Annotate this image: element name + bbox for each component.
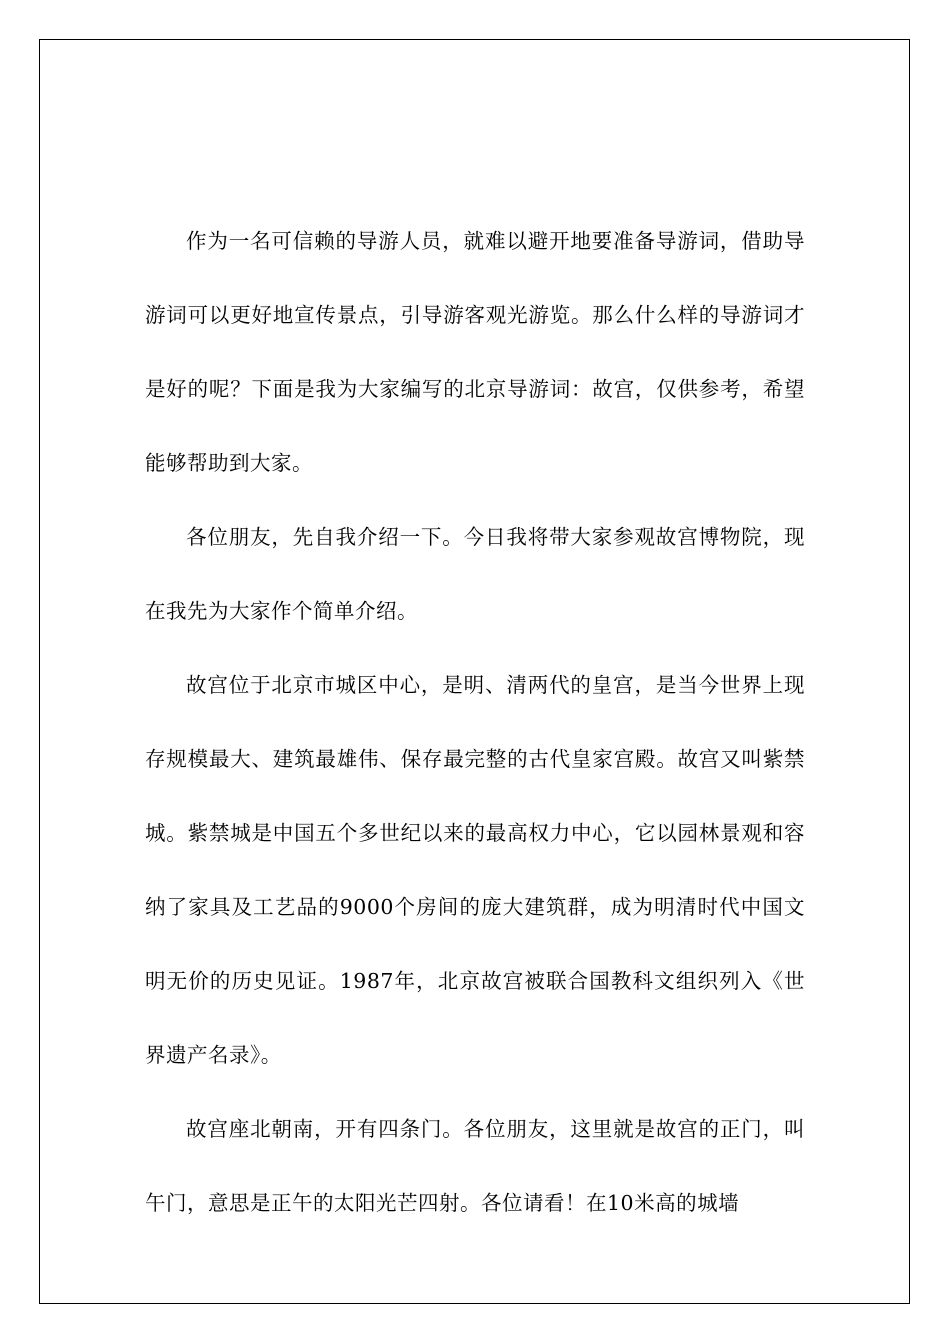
paragraph-meridian-gate: 故宫座北朝南，开有四条门。各位朋友，这里就是故宫的正门，叫午门，意思是正午的太阳光芒四射。各位请看！在10米高的城墙 xyxy=(145,1117,805,1215)
paragraph-palace-overview: 故宫位于北京市城区中心，是明、清两代的皇宫，是当今世界上现存规模最大、建筑最雄伟、保存最完整的古代皇家宫殿。故宫又叫紫禁城。紫禁城是中国五个多世纪以来的最高权力中心，它以园林景观和容纳了家具及工艺品的9000个房间的庞大建筑群，成为明清时代中国文明无价的历史见证。1987年，北京故宫被联合国教科文组织列入《世界遗产名录》。 xyxy=(145,673,805,1067)
paragraph-intro: 作为一名可信赖的导游人员，就难以避开地要准备导游词，借助导游词可以更好地宣传景点，引导游客观光游览。那么什么样的导游词才是好的呢？下面是我为大家编写的北京导游词：故宫，仅供参考，希望能够帮助到大家。 xyxy=(145,229,805,475)
document-body xyxy=(145,204,805,1240)
paragraph-self-introduction: 各位朋友，先自我介绍一下。今日我将带大家参观故宫博物院，现在我先为大家作个简单介绍。 xyxy=(145,525,805,623)
